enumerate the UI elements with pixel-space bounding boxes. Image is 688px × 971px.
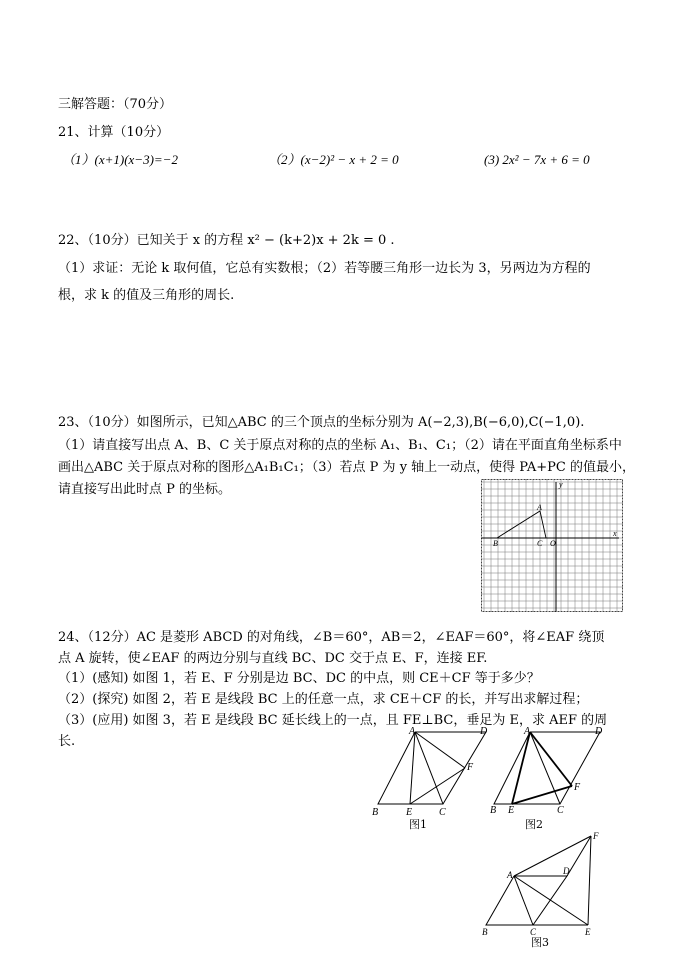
grid-label-a: A <box>537 503 542 512</box>
fig1-label-c: C <box>439 807 446 816</box>
q22-line1: 22、（10分）已知关于 x 的方程 x² − (k+2)x + 2k = 0 . <box>58 233 395 248</box>
fig3-caption: 图3 <box>531 936 549 949</box>
fig1-label-a: A <box>409 726 416 737</box>
fig3-label-f: F <box>593 831 599 841</box>
fig1-caption: 图1 <box>409 818 427 831</box>
fig3-label-a: A <box>507 870 513 880</box>
q23-line4: 请直接写出此时点 P 的坐标。 <box>58 482 232 497</box>
q24-line3: （1）(感知) 如图 1，若 E、F 分别是边 BC、DC 的中点，则 CE＋CF 等于多少？ <box>58 671 540 686</box>
triangle-abc <box>497 511 546 538</box>
q24-line2: 点 A 旋转，使∠EAF 的两边分别与直线 BC、DC 交于点 E、F，连接 EF. <box>58 651 488 666</box>
q22-line2: （1）求证：无论 k 取何值，它总有实数根；（2）若等腰三角形一边长为 3，另两边为方程的 <box>58 261 591 276</box>
grid-label-b: B <box>493 539 498 548</box>
fig1-label-e: E <box>406 807 413 816</box>
q23-line2: （1）请直接写出点 A、B、C 关于原点对称的点的坐标 A₁、B₁、C₁；（2）请在平面直角坐标系中 <box>58 438 622 453</box>
q21-part1: （1）(x+1)(x−3)=−2 <box>62 152 178 167</box>
fig2-caption: 图2 <box>525 818 543 831</box>
q23-coordinate-grid <box>481 479 623 612</box>
q22-line3: 根，求 k 的值及三角形的周长. <box>58 288 235 303</box>
grid-label-o: O <box>550 539 556 548</box>
grid-label-y: y <box>559 480 563 489</box>
q24-line6: 长. <box>58 734 76 749</box>
fig2-label-e: E <box>508 805 515 816</box>
fig2-label-c: C <box>557 805 564 816</box>
fig3-label-d: D <box>563 866 570 876</box>
q21-part3: (3) 2x² − 7x + 6 = 0 <box>484 152 590 167</box>
q24-line5: （3）(应用) 如图 3，若 E 是线段 BC 延长线上的一点，且 FE⊥BC，垂足为 E，求 AEF 的周 <box>58 713 608 728</box>
q21-heading: 21、计算（10分） <box>58 125 170 140</box>
q24-line4: （2）(探究) 如图 2，若 E 是线段 BC 上的任意一点，求 CE＋CF 的长，并写出求解过程； <box>58 692 589 707</box>
fig2-label-f: F <box>574 782 581 793</box>
fig2-label-d: D <box>595 726 603 737</box>
fig1-label-d: D <box>480 726 488 737</box>
q24-figure-2 <box>488 724 618 816</box>
fig1-label-f: F <box>467 762 474 773</box>
fig3-label-b: B <box>482 927 488 937</box>
q24-figure-3 <box>478 829 608 937</box>
q21-part2: （2）(x−2)² − x + 2 = 0 <box>268 152 399 167</box>
q23-line3: 画出△ABC 关于原点对称的图形△A₁B₁C₁；（3）若点 P 为 y 轴上一动点，使得 PA+PC 的值最小， <box>58 460 635 475</box>
grid-label-c: C <box>537 539 543 548</box>
fig3-label-c: C <box>530 927 537 937</box>
section-title: 三解答题：（70分） <box>58 97 173 112</box>
grid-label-x: x <box>613 529 617 538</box>
fig2-label-b: B <box>490 805 497 816</box>
fig2-label-a: A <box>524 726 531 737</box>
fig3-label-e: E <box>585 927 591 937</box>
q23-line1: 23、（10分）如图所示，已知△ABC 的三个顶点的坐标分别为 A(−2,3),B(−6,0),C(−1,0). <box>58 415 585 430</box>
q24-line1: 24、（12分）AC 是菱形 ABCD 的对角线，∠B＝60°，AB＝2，∠EAF＝60°，将∠EAF 绕顶 <box>58 630 605 645</box>
q24-figure-1 <box>368 724 498 816</box>
fig1-label-b: B <box>372 807 379 816</box>
